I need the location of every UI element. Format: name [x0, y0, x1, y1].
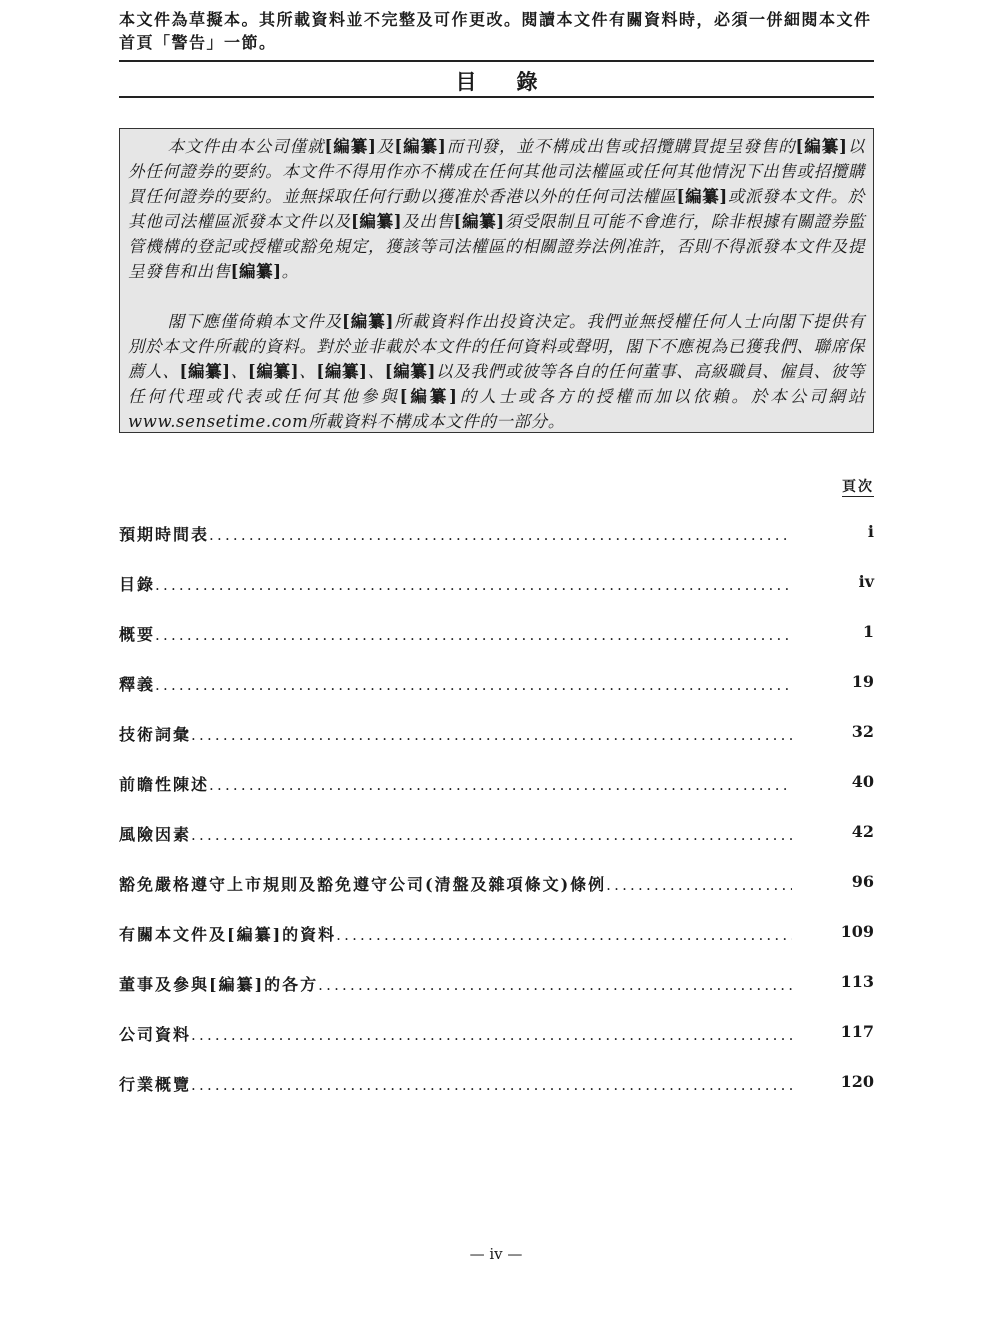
redacted-placeholder: [編纂]: [399, 387, 458, 406]
disclaimer-text: 本文件由本公司僅就: [167, 137, 325, 156]
disclaimer-text: 、: [299, 362, 317, 381]
toc-dot-leader: [191, 826, 792, 844]
toc-entry[interactable]: [119, 722, 874, 772]
toc-entry-title: 概要: [119, 625, 156, 644]
toc-entry-title: 豁免嚴格遵守上市規則及豁免遵守公司(清盤及雜項條文)條例: [119, 875, 607, 894]
redacted-placeholder: [編纂]: [350, 212, 403, 231]
toc-dot-leader: [209, 776, 792, 794]
toc-entry[interactable]: [119, 622, 874, 672]
redacted-placeholder: [編纂]: [179, 362, 231, 381]
disclaimer-text: 、: [230, 362, 248, 381]
redacted-placeholder: [編纂]: [795, 137, 848, 156]
title-rule: [119, 96, 874, 98]
toc-entry-page: 32: [851, 722, 874, 741]
disclaimer-paragraph-2: [128, 309, 865, 434]
page-column-header: 頁次: [842, 479, 874, 495]
toc-entry-title: 技術詞彙: [119, 725, 192, 744]
toc-entry[interactable]: [119, 972, 874, 1022]
disclaimer-text: 或派發本文件。於其他司法權區派發本文件以及: [128, 187, 865, 231]
draft-warning-notice: 本文件為草擬本。其所載資料並不完整及可作更改。閱讀本文件有關資料時，必須一併細閱本文件首頁「警告」一節。: [119, 10, 872, 52]
toc-entry[interactable]: [119, 872, 874, 922]
redacted-placeholder: [編纂]: [247, 362, 300, 381]
toc-entry-page: i: [867, 522, 874, 541]
toc-entry-title: 前瞻性陳述: [119, 775, 210, 794]
toc-entry[interactable]: [119, 522, 874, 572]
page-number: — iv —: [469, 1245, 523, 1263]
toc-entry-page: 96: [851, 872, 874, 891]
toc-dot-leader: [318, 976, 792, 994]
redacted-placeholder: [編纂]: [394, 137, 447, 156]
toc-entry[interactable]: [119, 672, 874, 722]
disclaimer-text: 而刊發，並不構成出售或招攬購買提呈發售的: [446, 137, 796, 156]
toc-entry-title: 預期時間表: [119, 525, 210, 544]
toc-dot-leader: [191, 1026, 792, 1044]
disclaimer-text: 及: [376, 137, 395, 156]
toc-entry-page: iv: [858, 572, 874, 591]
toc-entry[interactable]: [119, 922, 874, 972]
top-rule: [119, 60, 874, 62]
toc-dot-leader: [155, 676, 792, 694]
redacted-placeholder: [編纂]: [676, 187, 728, 206]
toc-entry-title: 董事及參與[編纂]的各方: [119, 975, 319, 994]
toc-dot-leader: [191, 726, 792, 744]
toc-entry-title: 公司資料: [119, 1025, 192, 1044]
toc-entry[interactable]: [119, 1022, 874, 1072]
toc-dot-leader: [606, 876, 792, 894]
redacted-placeholder: [編纂]: [342, 312, 395, 331]
toc-entry-title: 風險因素: [119, 825, 192, 844]
toc-dot-leader: [155, 626, 792, 644]
redacted-placeholder: [編纂]: [316, 362, 368, 381]
toc-entry-page: 40: [851, 772, 874, 791]
toc-entry-page: 113: [840, 972, 874, 991]
disclaimer-text: 。: [281, 262, 299, 281]
disclaimer-text: 及出售: [402, 212, 454, 231]
toc-entry-page: 42: [851, 822, 874, 841]
redacted-placeholder: [編纂]: [324, 137, 377, 156]
toc-entry-page: 1: [862, 622, 874, 641]
toc-dot-leader: [336, 926, 792, 944]
disclaimer-paragraph-1: [128, 134, 865, 284]
disclaimer-text: 所載資料作出投資決定。我們並無授權任何人士向閣下提供有別於本文件所載的資料。對於並非載於本文件的任何資料或聲明，閣下不應視為已獲我們、聯席保薦人、: [128, 312, 866, 381]
redacted-placeholder: [編纂]: [384, 362, 436, 381]
disclaimer-text: 、: [367, 362, 385, 381]
disclaimer-box: [119, 128, 874, 433]
toc-dot-leader: [209, 526, 792, 544]
table-of-contents: [119, 522, 874, 1122]
toc-entry[interactable]: [119, 822, 874, 872]
disclaimer-text: 以及我們或彼等各自的任何董事、高級職員、僱員、彼等任何代理或代表或任何其他參與: [128, 362, 866, 406]
page-title: 目錄: [455, 69, 578, 94]
disclaimer-text: 閣下應僅倚賴本文件及: [167, 312, 343, 331]
toc-entry-title: 釋義: [119, 675, 156, 694]
redacted-placeholder: [編纂]: [230, 262, 282, 281]
disclaimer-text: 以外任何證券的要約。本文件不得用作亦不構成在任何其他司法權區或任何其他情況下出售或招攬購買任何證券的要約。並無採取任何行動以獲准於香港以外的任何司法權區: [128, 137, 865, 206]
toc-entry-page: 19: [851, 672, 874, 691]
toc-entry-page: 109: [840, 922, 874, 941]
toc-entry-page: 120: [840, 1072, 874, 1091]
toc-dot-leader: [155, 576, 792, 594]
toc-entry-page: 117: [840, 1022, 874, 1041]
redacted-placeholder: [編纂]: [453, 212, 505, 231]
toc-entry[interactable]: [119, 572, 874, 622]
toc-dot-leader: [191, 1076, 792, 1094]
toc-entry[interactable]: [119, 1072, 874, 1122]
toc-entry-title: 有關本文件及[編纂]的資料: [119, 925, 337, 944]
toc-entry[interactable]: [119, 772, 874, 822]
toc-entry-title: 行業概覽: [119, 1075, 192, 1094]
disclaimer-text: 的人士或各方的授權而加以依賴。於本公司網站www.sensetime.com所載資料不構成本文件的一部分。: [128, 387, 866, 431]
disclaimer-text: 須受限制且可能不會進行，除非根據有關證券監管機構的登記或授權或豁免規定，獲該等司法權區的相關證券法例准許，否則不得派發本文件及提呈發售和出售: [128, 212, 865, 281]
toc-entry-title: 目錄: [119, 575, 156, 594]
